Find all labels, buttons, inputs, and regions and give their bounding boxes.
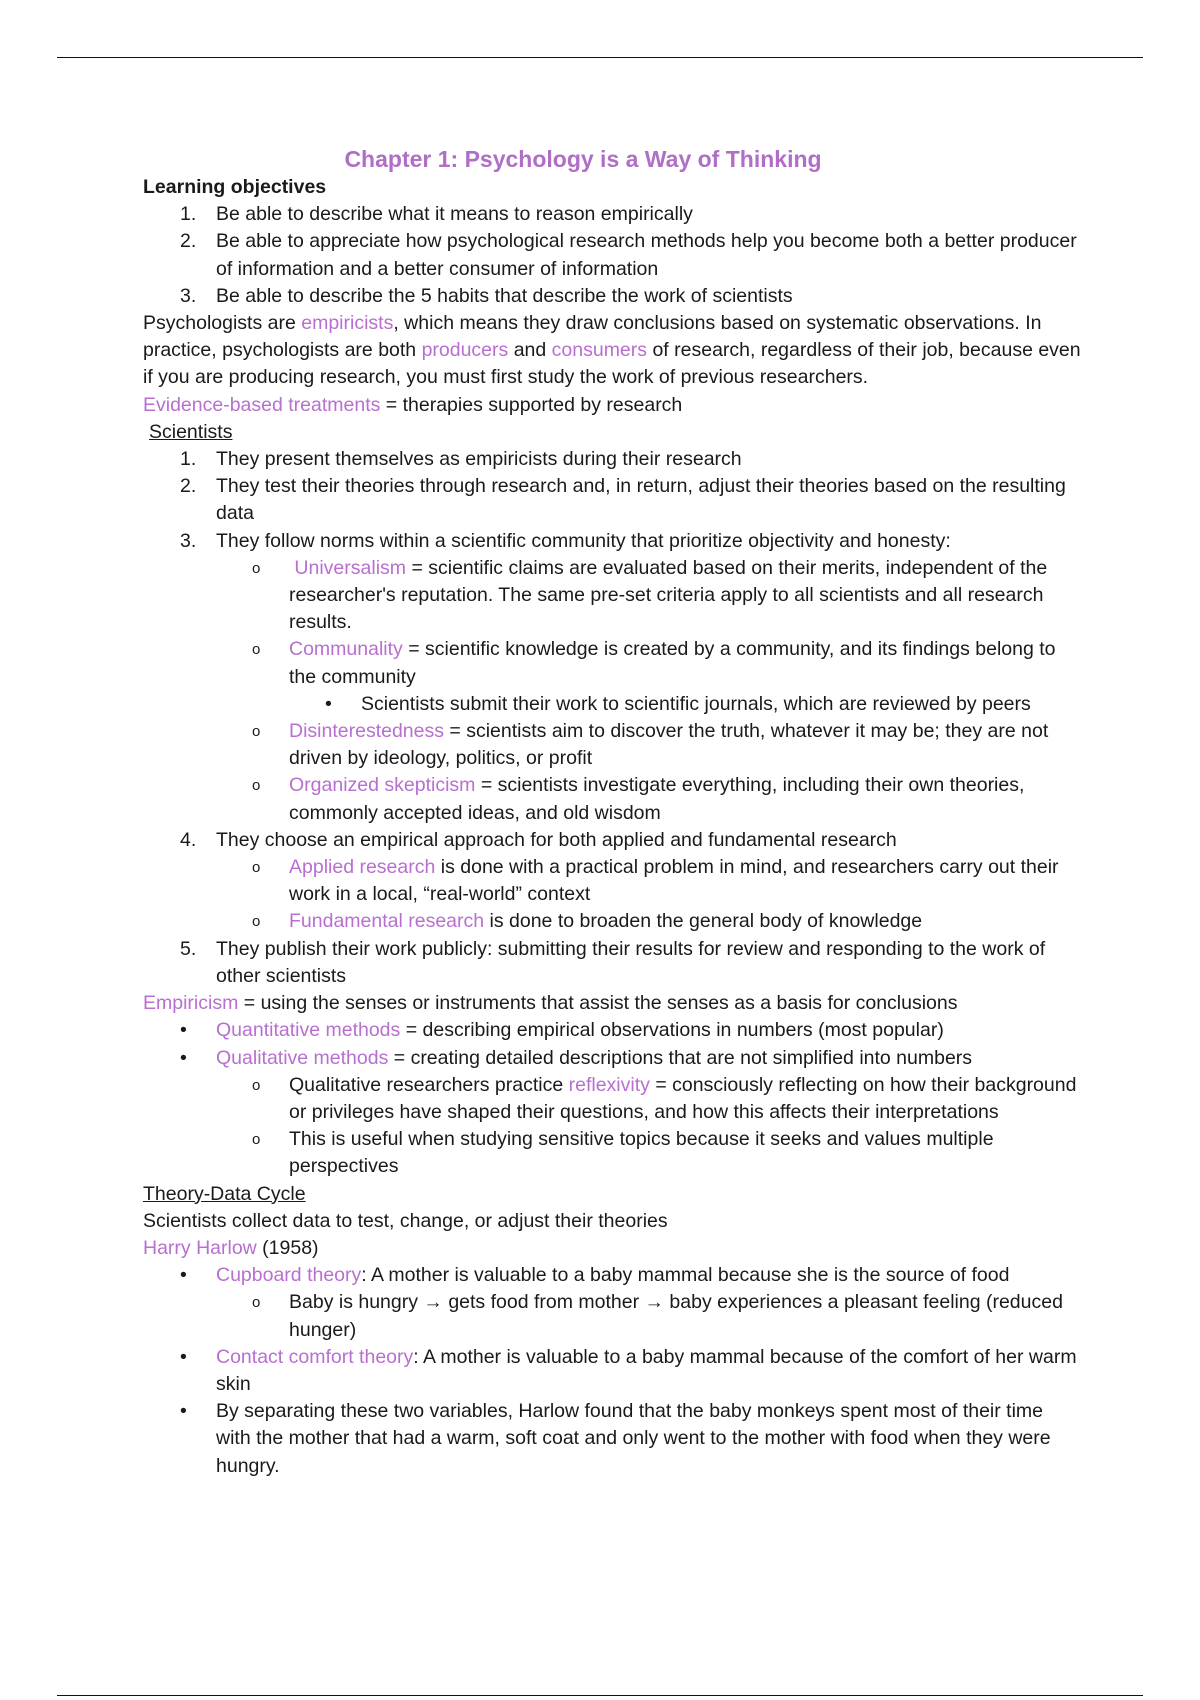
definition-text: = consciously reflecting on how their background or privileges have shaped their questions, and how this affects their interpretations <box>289 1073 1077 1123</box>
scientists-heading: Scientists <box>149 420 233 443</box>
definition-text: : A mother is valuable to a baby mammal because she is the source of food <box>361 1264 1010 1287</box>
text-run: , which means they draw conclusions based on systematic observations. In practice, psychologists are both <box>143 312 1042 362</box>
list-item-text: They test their theories through research and, in return, adjust their theories based on the resulting data <box>216 475 1066 525</box>
footer-rule <box>57 1695 1143 1696</box>
term-communality: Communality <box>289 638 403 661</box>
list-item-text: Scientists submit their work to scientific journals, which are reviewed by peers <box>361 692 1031 715</box>
theory-data-heading: Theory-Data Cycle <box>143 1182 306 1205</box>
document-body <box>143 144 1083 1480</box>
list-item <box>143 228 1083 282</box>
definition-text: : A mother is valuable to a baby mammal because of the comfort of her warm skin <box>216 1345 1077 1395</box>
text-run: of research, regardless of their job, because even if you are producing research, you must first study the work of previous researchers. <box>143 339 1081 389</box>
term-universalism: Universalism <box>294 556 407 579</box>
list-item-text: They follow norms within a scientific community that prioritize objectivity and honesty: <box>216 529 951 552</box>
bullet-item <box>143 1017 1083 1044</box>
term-harry-harlow: Harry Harlow <box>143 1236 257 1259</box>
list-item <box>143 936 1083 990</box>
list-item-text: Baby is hungry → gets food from mother → baby experiences a pleasant feeling (reduced hunger) <box>289 1291 1063 1341</box>
term-qualitative-methods: Qualitative methods <box>216 1046 389 1069</box>
text-run: Qualitative researchers practice <box>289 1073 569 1096</box>
definition-text: = scientific knowledge is created by a community, and its findings belong to the community <box>289 638 1056 688</box>
bullet-marker: • <box>180 1345 187 1368</box>
definition-text: = scientists investigate everything, including their own theories, commonly accepted ideas, and old wisdom <box>289 774 1025 824</box>
list-item <box>143 201 1083 228</box>
bullet-marker: • <box>180 1400 187 1423</box>
list-item-text: This is useful when studying sensitive topics because it seeks and values multiple perspectives <box>289 1128 994 1178</box>
bullet-item <box>143 1045 1083 1072</box>
research-type-item <box>143 908 1083 935</box>
term-quantitative-methods: Quantitative methods <box>216 1019 401 1042</box>
term-consumers: consumers <box>551 339 648 362</box>
norm-item <box>143 636 1083 690</box>
sub-item <box>143 1126 1083 1180</box>
sub-bullet-item <box>143 691 1083 718</box>
list-marker: o <box>252 723 261 741</box>
list-marker: 1. <box>180 448 197 471</box>
bullet-marker: • <box>180 1046 187 1069</box>
list-marker: 3. <box>180 284 197 307</box>
term-disinterestedness: Disinterestedness <box>289 720 444 743</box>
list-marker: o <box>252 777 261 795</box>
list-item-text: Be able to describe what it means to reason empirically <box>216 203 693 226</box>
harlow-line <box>143 1235 1083 1262</box>
research-type-item <box>143 854 1083 908</box>
list-marker: o <box>252 559 261 577</box>
intro-paragraph <box>143 310 1083 392</box>
definition-text: = therapies supported by research <box>380 393 683 416</box>
term-cupboard-theory: Cupboard theory <box>216 1264 362 1287</box>
definition-text: = scientific claims are evaluated based on their merits, independent of the researcher's reputation. The same pre-set criteria apply to all scientists and all research results. <box>289 556 1048 634</box>
term-producers: producers <box>421 339 509 362</box>
list-item <box>143 283 1083 310</box>
list-item <box>143 528 1083 555</box>
list-marker: 1. <box>180 203 197 226</box>
definition-text: = describing empirical observations in numbers (most popular) <box>400 1019 944 1042</box>
list-marker: o <box>252 1076 261 1094</box>
bullet-item <box>143 1398 1083 1480</box>
norm-item <box>143 718 1083 772</box>
list-marker: 2. <box>180 230 197 253</box>
list-item-text: Be able to appreciate how psychological research methods help you become both a better producer of information and a better consumer of information <box>216 230 1077 280</box>
term-contact-comfort-theory: Contact comfort theory <box>216 1345 414 1368</box>
sub-item <box>143 1072 1083 1126</box>
list-item-text: They choose an empirical approach for both applied and fundamental research <box>216 828 897 851</box>
definition-text: is done to broaden the general body of knowledge <box>484 910 923 933</box>
definition-text: = using the senses or instruments that assist the senses as a basis for conclusions <box>238 992 958 1015</box>
list-marker: 4. <box>180 828 197 851</box>
list-marker: o <box>252 1294 261 1312</box>
bullet-marker: • <box>325 692 332 715</box>
list-item-text: By separating these two variables, Harlow found that the baby monkeys spent most of their time with the mother that had a warm, soft coat and only went to the mother with food when they were hungry. <box>216 1400 1051 1477</box>
list-marker: o <box>252 1131 261 1149</box>
text-run: Psychologists are <box>143 312 302 335</box>
definition-text: = creating detailed descriptions that are not simplified into numbers <box>388 1046 973 1069</box>
norm-item <box>143 772 1083 826</box>
list-item <box>143 473 1083 527</box>
list-item <box>143 446 1083 473</box>
definition-text: = scientists aim to discover the truth, whatever it may be; they are not driven by ideology, politics, or profit <box>289 720 1049 770</box>
header-rule <box>57 57 1143 58</box>
list-marker: 3. <box>180 529 197 552</box>
text-run: and <box>508 339 552 362</box>
page-title: Chapter 1: Psychology is a Way of Thinking <box>344 146 822 172</box>
list-marker: o <box>252 913 261 931</box>
bullet-item <box>143 1344 1083 1398</box>
sub-item <box>143 1289 1083 1343</box>
list-marker: o <box>252 641 261 659</box>
bullet-item <box>143 1262 1083 1289</box>
term-reflexivity: reflexivity <box>568 1073 650 1096</box>
term-applied-research: Applied research <box>289 856 436 879</box>
list-item-text: They publish their work publicly: submitting their results for review and responding to the work of other scientists <box>216 937 1046 987</box>
year-text: (1958) <box>256 1236 319 1259</box>
theory-data-text: Scientists collect data to test, change, or adjust their theories <box>143 1209 668 1232</box>
bullet-marker: • <box>180 1264 187 1287</box>
list-item-text: Be able to describe the 5 habits that describe the work of scientists <box>216 284 793 307</box>
list-item-text: They present themselves as empiricists during their research <box>216 448 742 471</box>
norm-item <box>143 555 1083 637</box>
list-marker: o <box>252 859 261 877</box>
term-evidence-based-treatments: Evidence-based treatments <box>143 393 381 416</box>
term-organized-skepticism: Organized skepticism <box>289 774 476 797</box>
list-marker: 5. <box>180 937 197 960</box>
term-empiricism: Empiricism <box>143 992 239 1015</box>
term-fundamental-research: Fundamental research <box>289 910 485 933</box>
bullet-marker: • <box>180 1019 187 1042</box>
list-item <box>143 827 1083 854</box>
empiricism-definition <box>143 990 1083 1017</box>
term-empiricists: empiricists <box>301 312 394 335</box>
learning-objectives-heading: Learning objectives <box>143 176 327 198</box>
definition-text: is done with a practical problem in mind, and researchers carry out their work in a local, “real-world” context <box>289 856 1059 906</box>
ebt-definition <box>143 392 1083 419</box>
list-marker: 2. <box>180 475 197 498</box>
